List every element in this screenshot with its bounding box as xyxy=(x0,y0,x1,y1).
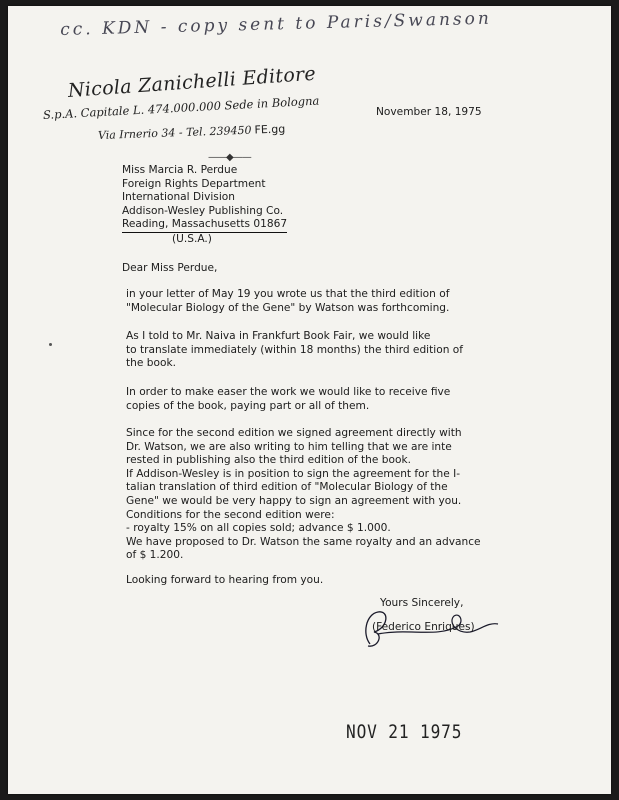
received-date-stamp: NOV 21 1975 xyxy=(346,721,463,743)
letterhead xyxy=(42,62,328,163)
body-line: In order to make easer the work we would like to receive five xyxy=(126,386,451,398)
body-line: the book. xyxy=(126,357,176,370)
letterhead-address xyxy=(98,121,328,142)
recipient-address xyxy=(122,164,287,247)
body-line: talian translation of third edition of "Molecular Biology of the xyxy=(126,481,448,494)
letterhead-capital: S.p.A. Capitale L. 474.000.000 Sede in Bologna xyxy=(42,93,320,122)
body-paragraph-1 xyxy=(126,288,556,315)
recipient-line: International Division xyxy=(122,191,235,204)
body-line: to translate immediately (within 18 months) the third edition of xyxy=(126,343,463,356)
handwritten-cc-note: cc. KDN - copy sent to Paris/Swanson xyxy=(60,8,493,40)
body-line: Dr. Watson, we are also writing to him telling that we are inte xyxy=(126,440,452,453)
body-line: - royalty 15% on all copies sold; advance $ 1.000. xyxy=(126,522,391,535)
recipient-city-line: Reading, Massachusetts 01867 xyxy=(122,218,287,233)
body-line: We have proposed to Dr. Watson the same royalty and an advance xyxy=(126,535,481,548)
body-paragraph-4 xyxy=(126,427,556,563)
body-line: Gene" we would be very happy to sign an agreement with you. xyxy=(126,494,462,507)
body-line: If Addison-Wesley is in position to sign the agreement for the I- xyxy=(126,467,461,480)
body-line: "Molecular Biology of the Gene" by Watson was forthcoming. xyxy=(126,301,450,314)
recipient-line: Miss Marcia R. Perdue xyxy=(122,164,238,176)
recipient-country: (U.S.A.) xyxy=(172,232,212,245)
body-paragraph-5 xyxy=(126,574,556,588)
letterhead-address-suffix: FE.gg xyxy=(254,122,286,137)
letterhead-address-text: Via Irnerio 34 - Tel. 239450 xyxy=(97,123,252,142)
signatory-name: (Federico Enriques) xyxy=(372,621,475,633)
body-paragraph-2 xyxy=(126,330,556,371)
recipient-line: Addison-Wesley Publishing Co. xyxy=(122,204,284,217)
body-line: in your letter of May 19 you wrote us that the third edition of xyxy=(126,288,450,300)
letter-page xyxy=(8,6,611,794)
letterhead-company-name: Nicola Zanichelli Editore xyxy=(67,62,317,102)
body-line: Looking forward to hearing from you. xyxy=(126,574,324,586)
body-paragraph-3 xyxy=(126,386,556,413)
body-line: Since for the second edition we signed agreement directly with xyxy=(126,427,462,439)
body-line: of $ 1.200. xyxy=(126,549,184,562)
punch-mark xyxy=(49,343,52,346)
recipient-line: Foreign Rights Department xyxy=(122,177,266,190)
body-line: rested in publishing also the third edition of the book. xyxy=(126,454,411,467)
closing: Yours Sincerely, xyxy=(380,597,464,609)
letterhead-ornament-icon: ——◆—— xyxy=(208,152,251,163)
body-line: As I told to Mr. Naiva in Frankfurt Book Fair, we would like xyxy=(126,330,431,342)
letter-date: November 18, 1975 xyxy=(376,106,482,118)
body-line: Conditions for the second edition were: xyxy=(126,508,335,521)
body-line: copies of the book, paying part or all of them. xyxy=(126,399,370,412)
salutation: Dear Miss Perdue, xyxy=(122,262,218,274)
